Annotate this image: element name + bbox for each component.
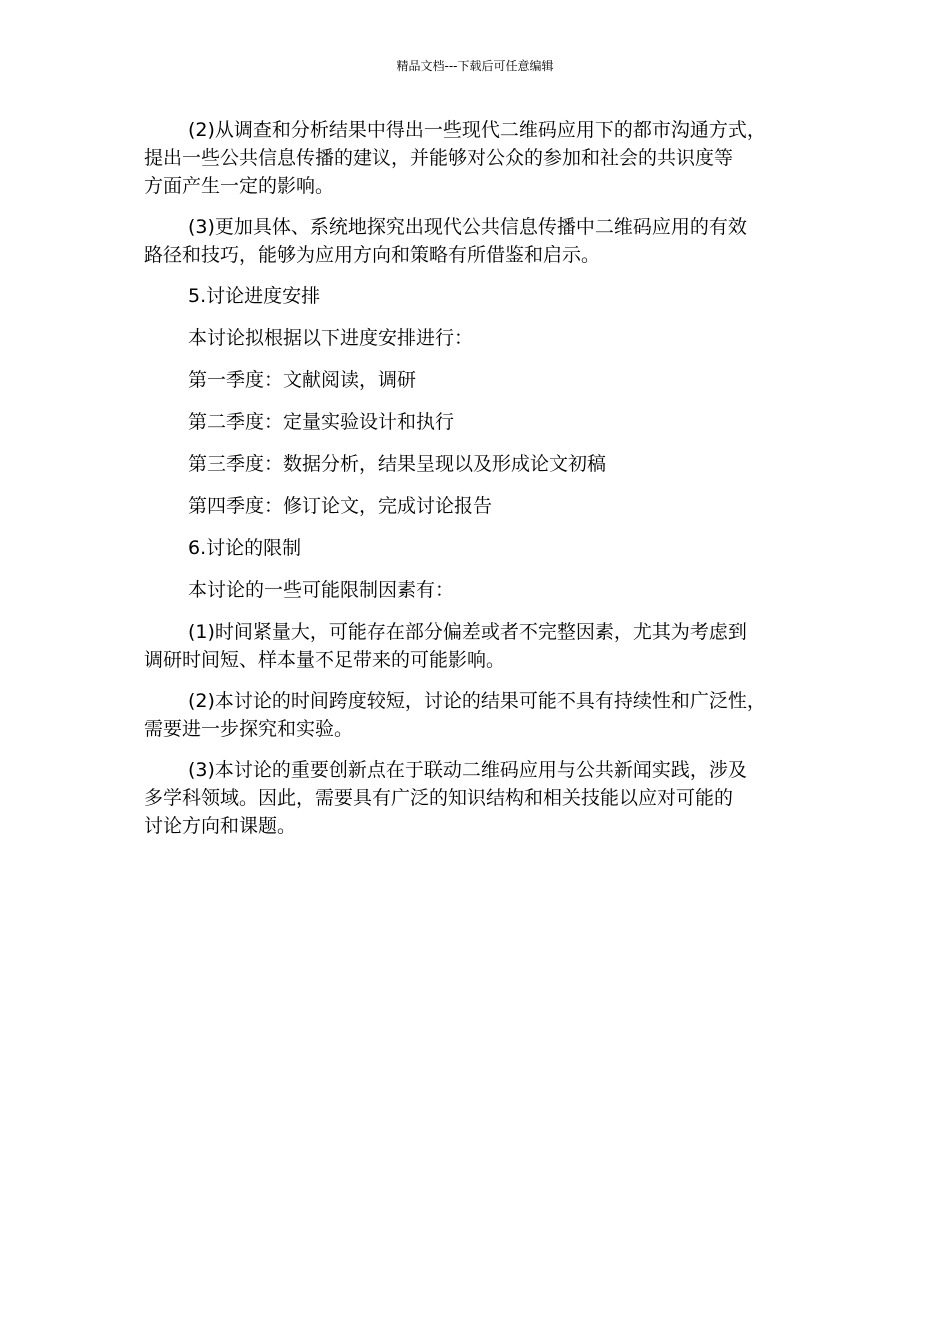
paragraph-goal-2 xyxy=(144,116,810,200)
text-line: (1)时间紧量大，可能存在部分偏差或者不完整因素，尤其为考虑到 xyxy=(188,621,747,643)
section-heading-limitations: 6.讨论的限制 xyxy=(188,537,302,559)
paragraph-goal-3 xyxy=(144,213,810,269)
schedule-item-q3: 第三季度：数据分析，结果呈现以及形成论文初稿 xyxy=(188,453,607,475)
text-line: 路径和技巧，能够为应用方向和策略有所借鉴和启示。 xyxy=(144,244,601,266)
limitations-intro: 本讨论的一些可能限制因素有： xyxy=(188,579,455,601)
section-heading-schedule: 5.讨论进度安排 xyxy=(188,285,321,307)
schedule-item-q2: 第二季度：定量实验设计和执行 xyxy=(188,411,455,433)
text-line: (2)本讨论的时间跨度较短，讨论的结果可能不具有持续性和广泛性， xyxy=(188,690,766,712)
schedule-item-q1: 第一季度：文献阅读，调研 xyxy=(188,369,417,391)
document-body xyxy=(144,116,810,853)
text-line: 讨论方向和课题。 xyxy=(144,815,297,837)
page-header: 精品文档---下载后可任意编辑 xyxy=(396,59,554,73)
schedule-item-q4: 第四季度：修订论文，完成讨论报告 xyxy=(188,495,493,517)
schedule-intro: 本讨论拟根据以下进度安排进行： xyxy=(188,327,474,349)
text-line: 需要进一步探究和实验。 xyxy=(144,718,354,740)
text-line: (3)更加具体、系统地探究出现代公共信息传播中二维码应用的有效 xyxy=(188,216,747,238)
text-line: 多学科领域。因此，需要具有广泛的知识结构和相关技能以应对可能的 xyxy=(144,787,734,809)
text-line: 方面产生一定的影响。 xyxy=(144,175,335,197)
text-line: 调研时间短、样本量不足带来的可能影响。 xyxy=(144,649,506,671)
limitation-paragraph-1 xyxy=(144,618,810,674)
text-line: (3)本讨论的重要创新点在于联动二维码应用与公共新闻实践，涉及 xyxy=(188,759,747,781)
text-line: (2)从调查和分析结果中得出一些现代二维码应用下的都市沟通方式， xyxy=(188,119,766,141)
text-line: 提出一些公共信息传播的建议，并能够对公众的参加和社会的共识度等 xyxy=(144,147,734,169)
limitation-paragraph-2 xyxy=(144,687,810,743)
limitation-paragraph-3 xyxy=(144,756,810,840)
